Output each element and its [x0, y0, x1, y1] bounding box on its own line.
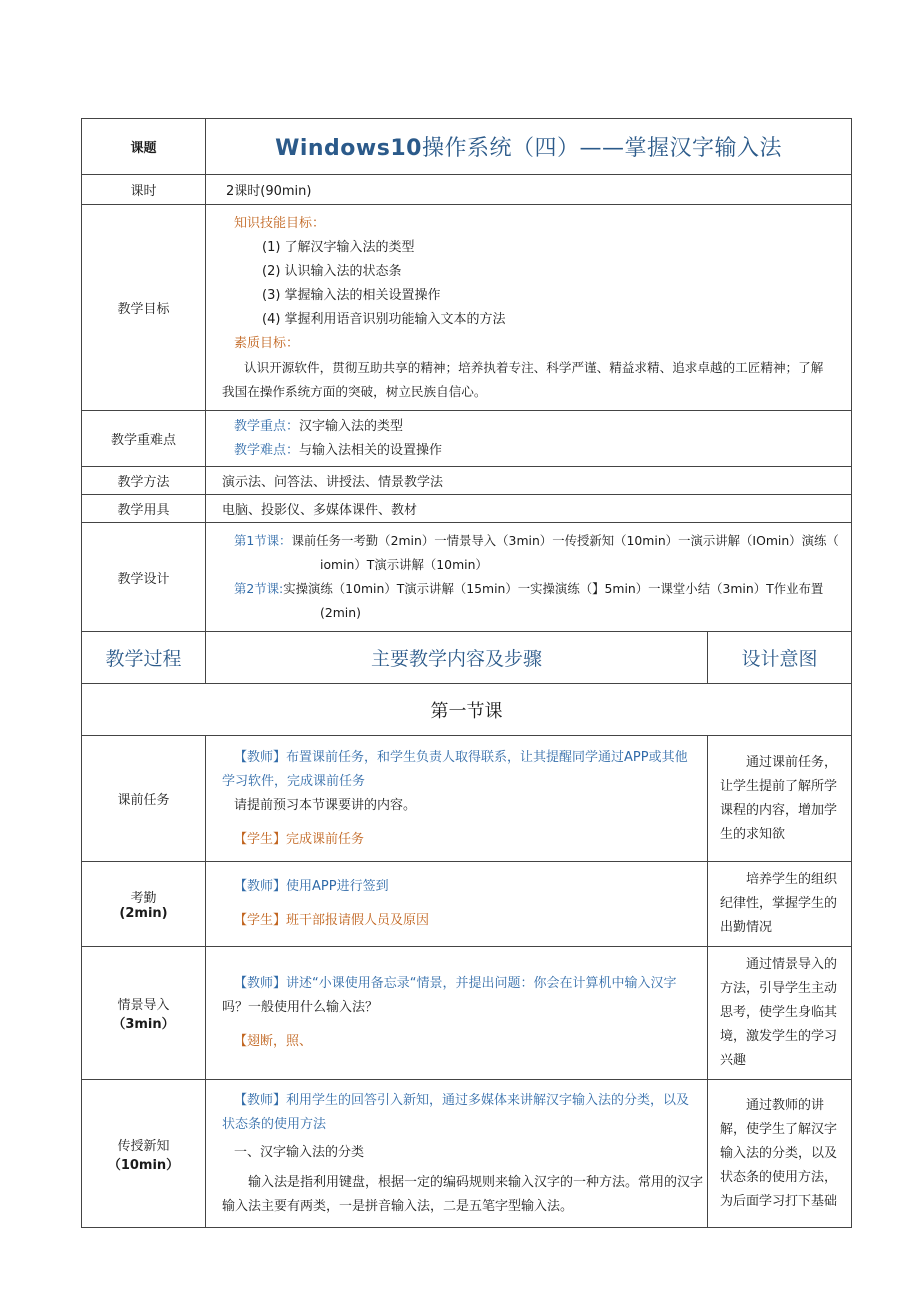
goals-label: 教学目标: [82, 205, 206, 411]
teach-teacher-cont: 状态条的使用方法: [222, 1116, 327, 1132]
process-header-row: [82, 632, 852, 684]
scene-intent: [708, 947, 852, 1080]
design-session1-line2: iomin）T演示讲解（10min）: [320, 557, 488, 572]
key-point-text: 汉字输入法的类型: [299, 418, 404, 434]
process-header-col1: 教学过程: [82, 632, 206, 684]
pre-task-intent: [708, 736, 852, 862]
knowledge-item: (2) 认识输入法的状态条: [262, 263, 402, 279]
pre-task-content: [206, 736, 708, 862]
process-header-col2: 主要教学内容及步骤: [206, 632, 708, 684]
teach-para-line2: 输入法主要有两类，一是拼音输入法，二是五笔字型输入法。: [222, 1198, 574, 1214]
teach-content: [206, 1080, 708, 1228]
process-header-col3: 设计意图: [708, 632, 852, 684]
teach-teacher: 【教师】利用学生的回答引入新知，通过多媒体来讲解汉字输入法的分类，以及: [234, 1092, 690, 1108]
goals-row: [82, 205, 852, 411]
section-title-row: [82, 684, 852, 736]
design-row: [82, 523, 852, 632]
teach-label-text: 传授新知: [117, 1138, 170, 1154]
scene-label: [82, 947, 206, 1080]
teach-heading: 一、汉字输入法的分类: [234, 1144, 365, 1160]
design-session1-tag: 第1节课：: [234, 533, 292, 548]
scene-intent-text: 通过情景导入的方法，引导学生主动思考，使学生身临其境，激发学生的学习兴趣: [720, 957, 838, 1068]
attendance-intent: [708, 862, 852, 947]
scene-row: [82, 947, 852, 1080]
design-session2-tag: 第2节课:: [234, 581, 284, 596]
pre-task-label: 课前任务: [82, 736, 206, 862]
teach-label-time: （10min）: [107, 1157, 180, 1173]
teach-para-line1: 输入法是指利用键盘，根据一定的编码规则来输入汉字的一种方法。常用的汉字: [248, 1174, 704, 1190]
knowledge-item: (1) 了解汉字输入法的类型: [262, 239, 415, 255]
teach-row: [82, 1080, 852, 1228]
design-label: 教学设计: [82, 523, 206, 632]
key-point-tag: 教学重点：: [234, 418, 300, 434]
topic-row: [82, 119, 852, 175]
topic-label: 课题: [82, 119, 206, 175]
attendance-row: [82, 862, 852, 947]
key-points-label: 教学重难点: [82, 411, 206, 467]
attendance-teacher: 【教师】使用APP进行签到: [234, 879, 389, 894]
attendance-student: 【学生】班干部报请假人员及原因: [234, 913, 430, 928]
lesson-plan-page: [81, 118, 851, 1228]
title-english: Windows10: [275, 136, 422, 161]
teach-intent-text: 通过教师的讲解，使学生了解汉字输入法的分类，以及状态条的使用方法，为后面学习打下基础: [720, 1097, 838, 1209]
attendance-label-time: (2min): [119, 906, 168, 921]
difficulty-text: 与输入法相关的设置操作: [299, 442, 443, 458]
scene-label-time: （3min）: [112, 1017, 175, 1032]
method-value: 演示法、问答法、讲授法、情景教学法: [206, 467, 852, 495]
hours-label: 课时: [82, 175, 206, 205]
lesson-plan-table: [81, 118, 852, 1228]
tools-row: [82, 495, 852, 523]
attendance-label: [82, 862, 206, 947]
hours-value: 2课时(90min): [206, 175, 852, 205]
attendance-intent-text: 培养学生的组织纪律性，掌握学生的出勤情况: [720, 872, 838, 935]
title-chinese: 操作系统（四）——掌握汉字输入法: [421, 136, 782, 161]
pre-task-row: [82, 736, 852, 862]
method-label: 教学方法: [82, 467, 206, 495]
hours-row: [82, 175, 852, 205]
attendance-label-text: 考勤: [130, 891, 157, 906]
quality-text-line1: 认识开源软件，贯彻互助共享的精神；培养执着专注、科学严谨、精益求精、追求卓越的工匠精神；了解: [244, 359, 824, 375]
pre-task-student: 【学生】完成课前任务: [234, 831, 365, 847]
quality-heading: 素质目标：: [234, 335, 300, 351]
design-content: [206, 523, 852, 632]
scene-teacher: 【教师】讲述“小课使用备忘录“情景，并提出问题：你会在计算机中输入汉字: [234, 976, 677, 991]
tools-label: 教学用具: [82, 495, 206, 523]
teach-label: [82, 1080, 206, 1228]
scene-content: [206, 947, 708, 1080]
pre-task-plain: 请提前预习本节课要讲的内容。: [234, 797, 417, 813]
scene-teacher-cont: 吗？一般使用什么输入法？: [222, 1000, 379, 1015]
pre-task-teacher: 【教师】布置课前任务，和学生负责人取得联系，让其提醒同学通过APP或其他: [234, 749, 688, 765]
pre-task-teacher-cont: 学习软件，完成课前任务: [222, 773, 366, 789]
attendance-content: [206, 862, 708, 947]
pre-task-intent-text: 通过课前任务，让学生提前了解所学课程的内容，增加学生的求知欲: [720, 754, 838, 842]
section-title: 第一节课: [82, 684, 852, 736]
goals-content: [206, 205, 852, 411]
design-session2-line2: (2min): [320, 605, 361, 620]
difficulty-tag: 教学难点：: [234, 442, 300, 458]
method-row: [82, 467, 852, 495]
key-points-content: [206, 411, 852, 467]
knowledge-heading: 知识技能目标：: [234, 215, 326, 231]
scene-label-text: 情景导入: [117, 998, 170, 1013]
scene-student: 【翅断，照、: [234, 1034, 313, 1049]
knowledge-item: (4) 掌握利用语音识别功能输入文本的方法: [262, 311, 506, 327]
key-points-row: [82, 411, 852, 467]
design-session2-line1: 实操演练（10min）T演示讲解（15min）一实操演练（】5min）一课堂小结（3min）T作业布置: [283, 581, 824, 596]
teach-intent: [708, 1080, 852, 1228]
lesson-title: [206, 119, 852, 175]
knowledge-item: (3) 掌握输入法的相关设置操作: [262, 287, 441, 303]
quality-text-line2: 我国在操作系统方面的突破，树立民族自信心。: [222, 383, 487, 399]
design-session1-line1: 课前任务一考勤（2min）一情景导入（3min）一传授新知（10min）一演示讲解（IOmin）演练（: [291, 533, 839, 548]
tools-value: 电脑、投影仪、多媒体课件、教材: [206, 495, 852, 523]
